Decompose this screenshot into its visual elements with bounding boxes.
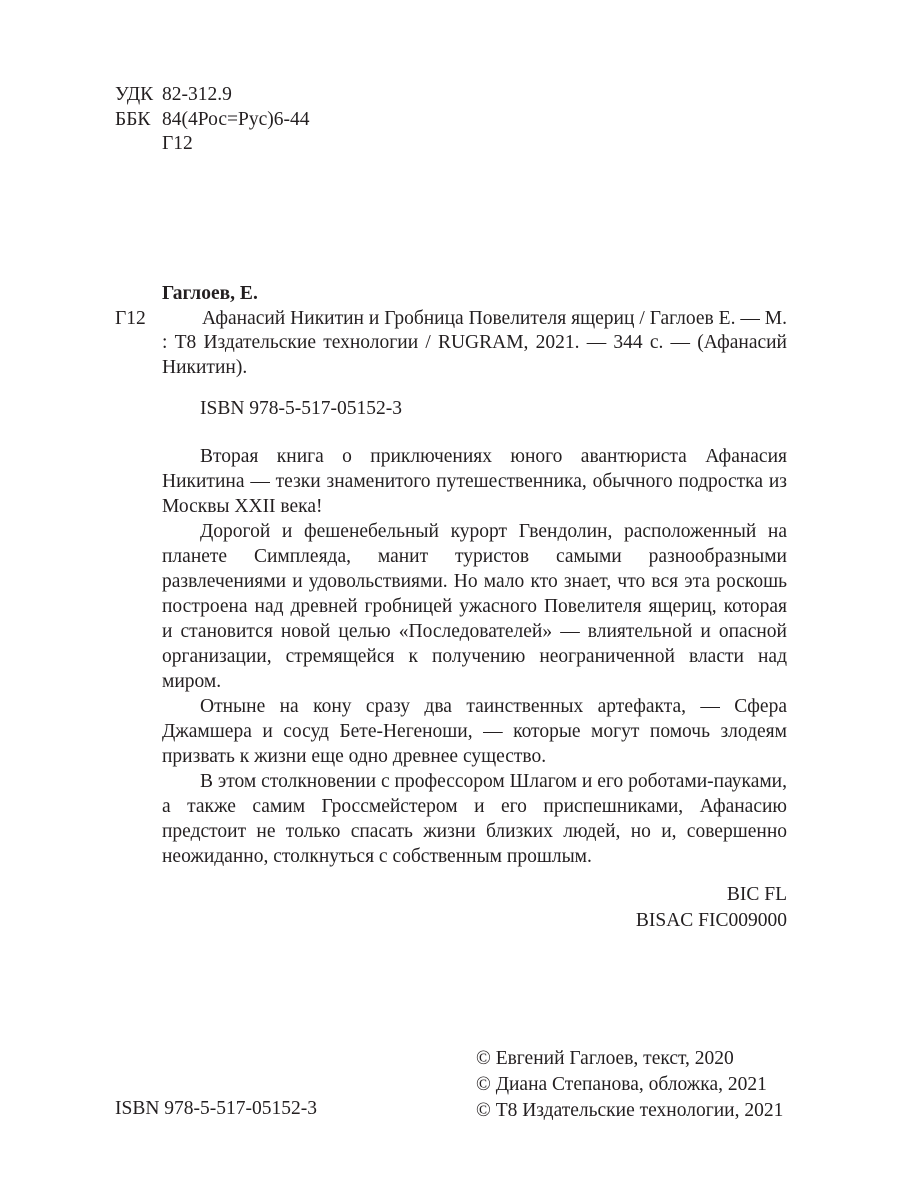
subject-codes (636, 882, 787, 934)
entry-mark: Г12 (115, 307, 146, 329)
copyright-line: © Евгений Гаглоев, текст, 2020 (476, 1048, 734, 1069)
udk-row (115, 83, 309, 108)
copyright-line: © Диана Степанова, обложка, 2021 (476, 1074, 767, 1095)
bisac-code: BISAC FIC009000 (635, 910, 787, 931)
entry-isbn: ISBN 978-5-517-05152-3 (200, 398, 403, 419)
author-mark-row (115, 132, 309, 157)
bbk-label: ББК (115, 108, 151, 130)
annotation-paragraph: В этом столкновении с профессором Шлагом и его роботами-пауками, а также самим Гроссмейстером и его приспешниками, Афанасию предстоит не только спасать жизни близких людей, но и, совершенно неожиданно, столкнуться с собственным прошлым. (162, 771, 787, 867)
entry-body (115, 307, 787, 381)
classification-block (115, 83, 309, 157)
annotation-paragraph: Вторая книга о приключениях юного авантюриста Афанасия Никитина — тезки знаменитого путешественника, обычного подростка из Москвы XXII века! (162, 446, 787, 517)
bbk-value: 84(4Рос=Рус)6-44 (162, 108, 310, 130)
entry-description: Афанасий Никитин и Гробница Повелителя ящериц / Гаглоев Е. — М. : Т8 Издательские технологии / RUGRAM, 2021. — 344 с. — (Афанасий Никитин). (162, 307, 787, 378)
bic-code: BIC FL (726, 884, 787, 905)
bbk-row (115, 108, 309, 133)
udk-label: УДК (115, 84, 154, 105)
author-mark: Г12 (162, 133, 193, 154)
bibliographic-entry (115, 282, 787, 380)
footer-isbn: ISBN 978-5-517-05152-3 (115, 1098, 318, 1119)
copyright-block (476, 1046, 783, 1124)
annotation-paragraph: Дорогой и фешенебельный курорт Гвендолин, расположенный на планете Симплеяда, манит туристов самыми разнообразными развлечениями и удовольствиями. Но мало кто знает, что вся эта роскошь построена над древней гробницей ужасного Повелителя ящериц, которая и становится новой целью «Последователей» — влиятельной и опасной организации, стремящейся к получению неограниченной власти над миром. (162, 521, 787, 692)
copyright-line: © Т8 Издательские технологии, 2021 (476, 1100, 784, 1121)
annotation (162, 444, 787, 869)
annotation-paragraph: Отныне на кону сразу два таинственных артефакта, — Сфера Джамшера и сосуд Бете-Негеноши, — которые могут помочь злодеям призвать к жизни еще одно древнее существо. (162, 696, 787, 767)
entry-author: Гаглоев, Е. (162, 283, 258, 304)
udk-value: 82-312.9 (162, 84, 232, 105)
